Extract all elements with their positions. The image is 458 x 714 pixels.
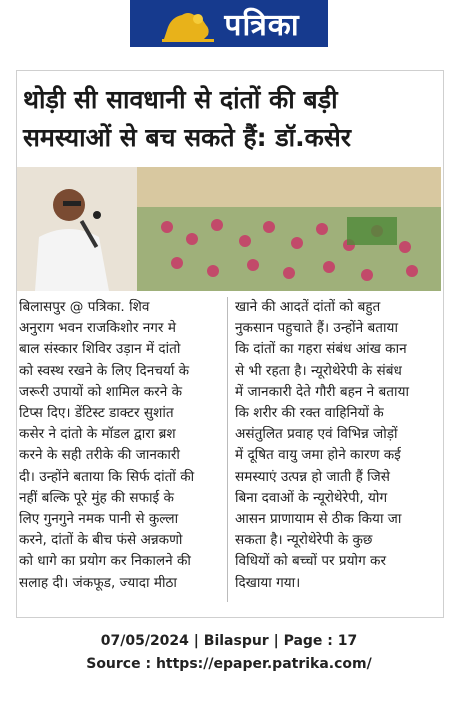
brand-name: पत्रिका — [224, 8, 300, 43]
article-headline — [17, 81, 443, 157]
lion-emblem-icon — [158, 5, 218, 43]
headline-line: थोड़ी सी सावधानी से दांतों की बड़ी — [23, 85, 338, 114]
article-clipping — [16, 70, 444, 618]
text-line: अनुराग भवन राजकिशोर नगर मे — [19, 320, 176, 337]
text-line: में दूषित वायु जमा होने कारण कई — [235, 447, 401, 464]
text-line: कसेर ने दांतो के मॉडल द्वारा ब्रश — [19, 426, 176, 443]
text-line: सलाह दी। जंकफूड, ज्यादा मीठा — [19, 574, 177, 591]
article-column-left — [19, 297, 221, 594]
page-footer — [0, 630, 458, 676]
text-line: कि दांतों का गहरा संबंध आंख कान — [235, 341, 407, 358]
text-line: करने, दांतों के बीच फंसे अन्नकणो — [19, 532, 183, 549]
article-column-right — [235, 297, 437, 594]
text-line: दी। उन्होंने बताया कि सिर्फ दांतों की — [19, 468, 195, 485]
text-line: विधियों को बच्चों पर प्रयोग कर — [235, 553, 387, 570]
text-line: कि शरीर की रक्त वाहिनियों के — [235, 405, 384, 422]
text-line: लिए गुनगुने नमक पानी से कुल्ला — [19, 511, 179, 528]
text-line: असंतुलित प्रवाह एवं विभिन्न जोड़ों — [235, 426, 398, 443]
masthead-logo — [130, 0, 328, 47]
text-line: बिलासपुर @ पत्रिका. शिव — [19, 299, 150, 315]
text-line: को स्वस्थ रखने के लिए दिनचर्या के — [19, 362, 190, 379]
source-link[interactable]: Source : https://epaper.patrika.com/ — [86, 656, 372, 672]
text-line: जरूरी उपायों को शामिल करने के — [19, 383, 183, 400]
text-line: बिना दवाओं के न्यूरोथेरेपी, योग — [235, 489, 388, 506]
text-line: से भी रहता है। न्यूरोथेरेपी के संबंध — [235, 362, 402, 379]
text-line: नुकसान पहुचाते हैं। उन्होंने बताया — [235, 320, 398, 337]
dateline: 07/05/2024 | Bilaspur | Page : 17 — [100, 633, 358, 649]
event-photo — [17, 167, 441, 291]
text-line: को धागे का प्रयोग कर निकालने की — [19, 553, 191, 570]
text-line: दिखाया गया। — [235, 574, 301, 591]
text-line: आसन प्राणायाम से ठीक किया जा — [235, 511, 402, 528]
text-line: समस्याएं उत्पन्न हो जाती हैं जिसे — [235, 468, 390, 485]
text-line: बाल संस्कार शिविर उड़ान में दांतो — [19, 341, 181, 358]
text-line: सकता है। न्यूरोथेरेपी के कुछ — [235, 532, 373, 549]
text-line: नहीं बल्कि पूरे मुंह की सफाई के — [19, 489, 174, 506]
column-divider — [227, 297, 228, 602]
text-line: करने के सही तरीके की जानकारी — [19, 447, 180, 464]
text-line: टिप्स दिए। डेंटिस्ट डाक्टर सुशांत — [19, 405, 174, 422]
text-line: में जानकारी देते गौरी बहन ने बताया — [235, 383, 409, 400]
text-line: खाने की आदतें दांतों को बहुत — [235, 299, 381, 315]
headline-line: समस्याओं से बच सकते हैं: डॉ.कसेर — [23, 123, 351, 152]
